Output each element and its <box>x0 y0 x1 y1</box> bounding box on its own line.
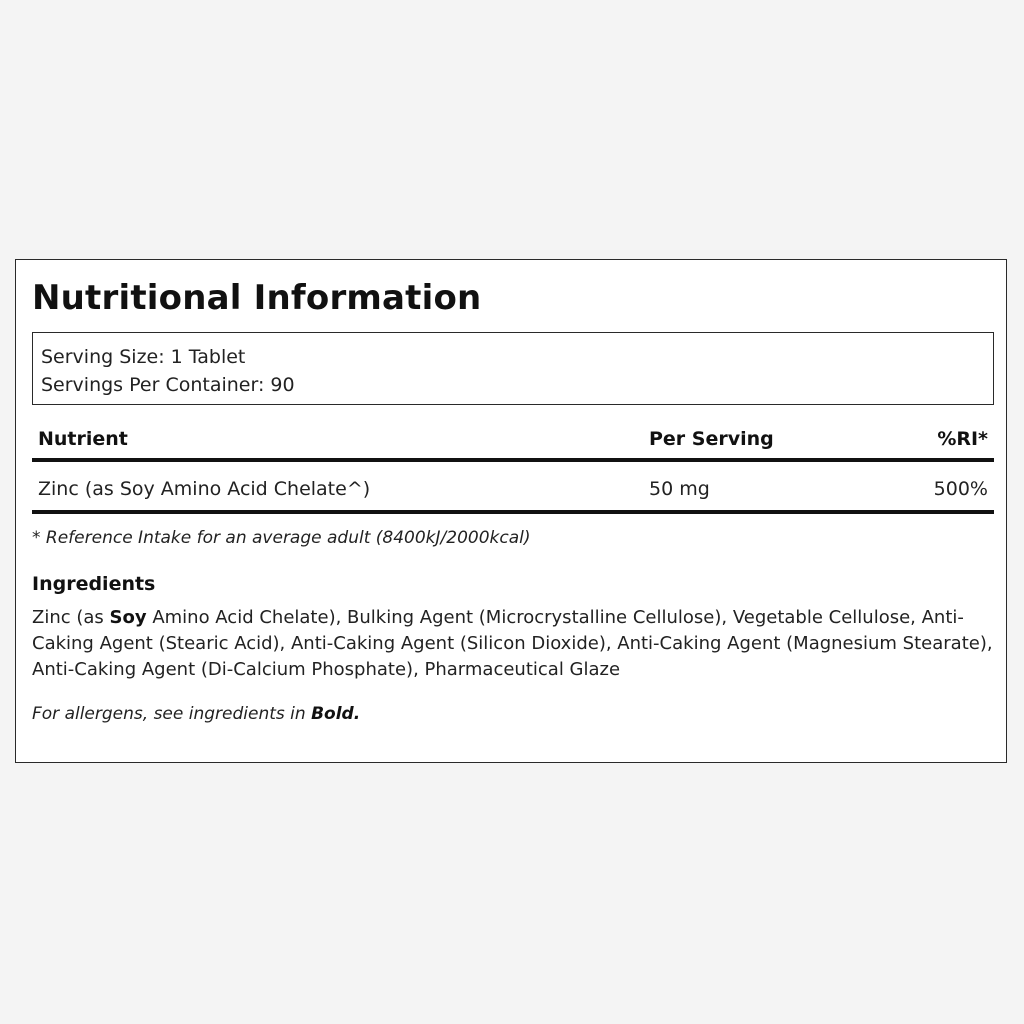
table-row <box>32 462 994 514</box>
nutrient-ri: 500% <box>933 478 988 500</box>
ingredients-heading: Ingredients <box>32 573 156 595</box>
page-title: Nutritional Information <box>32 278 482 318</box>
header-per-serving: Per Serving <box>649 428 774 450</box>
servings-per-container: Servings Per Container: 90 <box>41 374 295 396</box>
ingredients-suffix: Amino Acid Chelate), Bulking Agent (Microcrystalline Cellulose), Vegetable Cellulose, Anti-Caking Agent (Stearic Acid), Anti-Caking Agent (Silicon Dioxide), Anti-Caking Agent (Magnesium Stearate), Anti-Caking Agent (Di-Calcium Phosphate), Pharmaceutical Glaze <box>32 607 993 680</box>
ingredients-prefix: Zinc (as <box>32 607 110 628</box>
allergen-note-prefix: For allergens, see ingredients in <box>32 704 312 724</box>
nutrient-table <box>32 422 994 514</box>
serving-size: Serving Size: 1 Tablet <box>41 346 246 368</box>
table-header-row <box>32 422 994 462</box>
nutrition-panel <box>15 259 1007 763</box>
nutrient-name: Zinc (as Soy Amino Acid Chelate^) <box>38 478 371 500</box>
allergen-soy: Soy <box>109 607 147 628</box>
allergen-note <box>32 704 360 724</box>
serving-info-box <box>32 332 994 405</box>
nutrient-amount: 50 mg <box>649 478 710 500</box>
allergen-note-bold: Bold. <box>311 704 361 724</box>
ingredients-text <box>32 605 994 683</box>
header-nutrient: Nutrient <box>38 428 128 450</box>
reference-intake-footnote: * Reference Intake for an average adult (8400kJ/2000kcal) <box>32 528 531 548</box>
header-ri: %RI* <box>937 428 988 450</box>
